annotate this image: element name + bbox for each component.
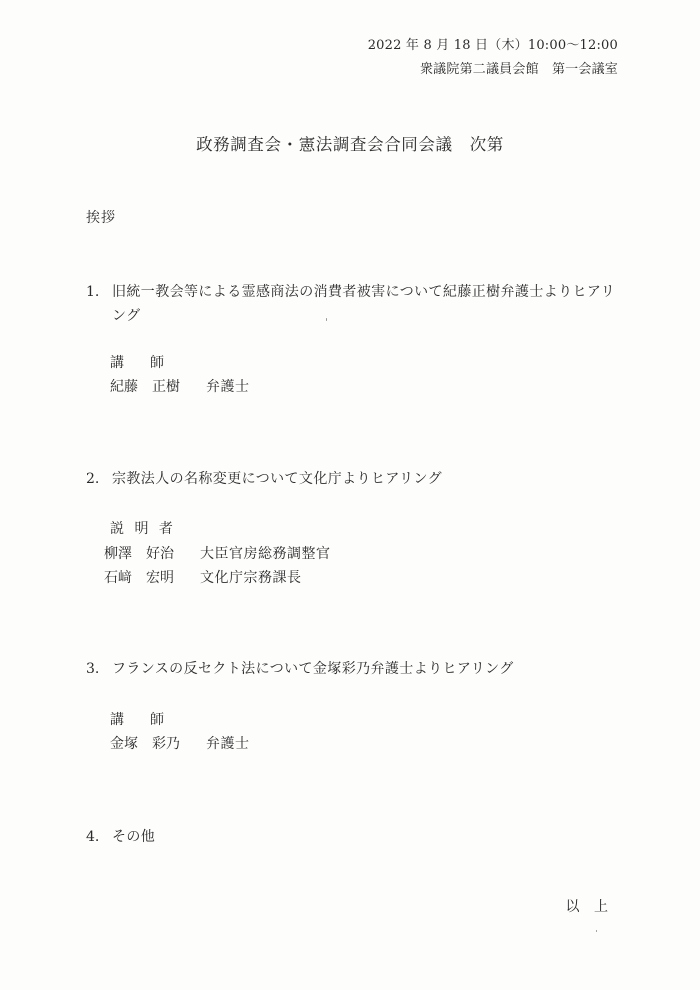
speaker-title: 大臣官房総務調整官 [200,546,331,562]
meeting-place: 衆議院第二議員会館 第一会議室 [419,62,618,77]
speaker-name: 柳澤 好治 [104,546,174,562]
speaker-title: 弁護士 [206,736,250,752]
closing-mark: 以 上 [565,899,608,915]
speaker-role-label: 講 師 [110,712,170,728]
speaker-entry [110,376,250,396]
speaker-title: 文化庁宗務課長 [200,570,302,586]
speaker-name: 金塚 彩乃 [110,736,180,752]
meeting-datetime: 2022 年 8 月 18 日（木）10:00～12:00 [367,38,618,53]
speaker-entry [104,567,302,587]
agenda-item-number: 2. [86,471,100,487]
agenda-item-number: 4. [86,829,100,845]
speaker-role-label: 説 明 者 [110,521,176,537]
agenda-item-4 [86,825,626,849]
agenda-item-title: 旧統一教会等による霊感商法の消費者被害について紀藤正樹弁護士よりヒアリング [112,284,616,324]
speaker-role-label: 講 師 [110,355,170,371]
agenda-item-title: その他 [112,829,156,845]
speaker-entry [110,733,250,753]
scan-speck [596,930,597,932]
agenda-item-number: 1. [86,284,100,300]
speaker-name: 紀藤 正樹 [110,379,180,395]
agenda-item-1 [86,280,626,328]
agenda-item-2 [86,467,626,491]
agenda-item-title: 宗教法人の名称変更について文化庁よりヒアリング [112,471,443,487]
speaker-title: 弁護士 [206,379,250,395]
agenda-item-title: フランスの反セクト法について金塚彩乃弁護士よりヒアリング [112,661,514,677]
agenda-greeting: 挨拶 [86,210,116,226]
agenda-item-3 [86,657,626,681]
document-title: 政務調査会・憲法調査会合同会議 次第 [196,135,504,154]
speaker-entry [104,543,331,563]
speaker-name: 石﨑 宏明 [104,570,174,586]
agenda-item-number: 3. [86,661,100,677]
